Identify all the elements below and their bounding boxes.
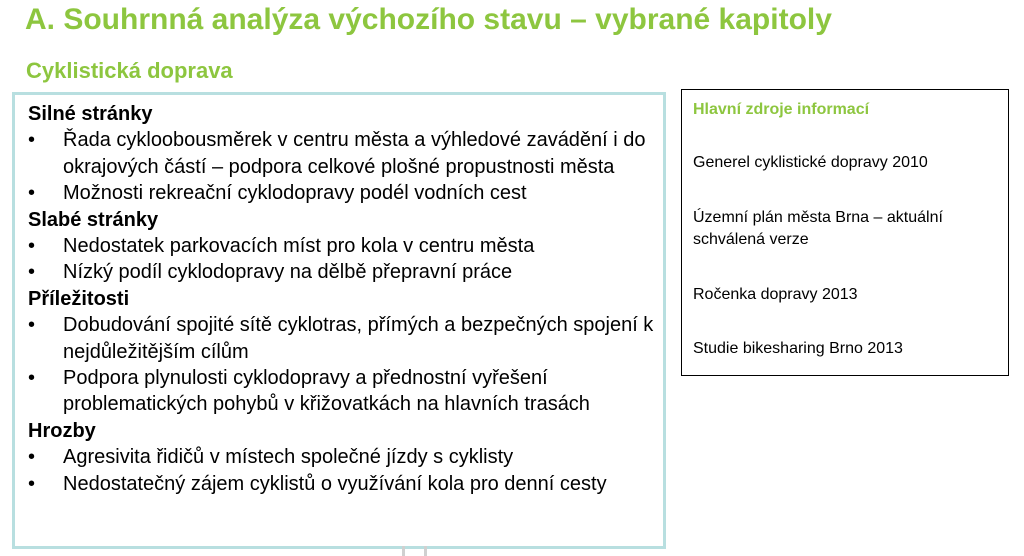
- source-item: Územní plán města Brna – aktuální schválená verze: [693, 209, 943, 248]
- list-item-text: Nízký podíl cyklodopravy na dělbě přepravní práce: [63, 261, 513, 284]
- connector-line-right: [424, 546, 427, 556]
- list-item-text: Dobudování spojité sítě cyklotras, přímých a bezpečných spojení k nejdůležitějším cílům: [63, 314, 654, 363]
- threats-list: [28, 444, 658, 497]
- strengths-heading: Silné stránky: [28, 103, 153, 125]
- list-item-text: Nedostatečný zájem cyklistů o využívání kola pro denní cesty: [63, 472, 607, 495]
- page-title: A. Souhrnná analýza výchozího stavu – vybrané kapitoly: [25, 3, 832, 36]
- sources-panel: [681, 89, 1009, 376]
- list-item: [28, 180, 658, 206]
- bullet-icon: •: [28, 314, 36, 337]
- source-item: Ročenka dopravy 2013: [693, 286, 858, 303]
- list-item: [28, 127, 658, 180]
- list-item: [28, 259, 658, 285]
- weaknesses-list: [28, 233, 658, 286]
- list-item: [28, 233, 658, 259]
- list-item-text: Agresivita řidičů v místech společné jízdy s cyklisty: [63, 446, 514, 469]
- bullet-icon: •: [28, 367, 36, 390]
- list-item-text: Nedostatek parkovacích míst pro kola v centru města: [63, 235, 535, 258]
- opportunities-list: [28, 312, 658, 418]
- source-item: Studie bikesharing Brno 2013: [693, 340, 903, 357]
- bullet-icon: •: [28, 446, 36, 469]
- sources-heading: Hlavní zdroje informací: [693, 101, 870, 118]
- list-item-text: Podpora plynulosti cyklodopravy a přednostní vyřešení problematických pohybů v křižovatkách na hlavních trasách: [63, 367, 590, 416]
- opportunities-heading: Příležitosti: [28, 287, 130, 310]
- section-subtitle: Cyklistická doprava: [26, 58, 233, 83]
- list-item: [28, 312, 658, 365]
- list-item: [28, 365, 658, 418]
- connector-line-left: [402, 546, 405, 556]
- bullet-icon: •: [28, 182, 36, 205]
- weaknesses-heading: Slabé stránky: [28, 208, 159, 231]
- strengths-list: [28, 127, 658, 206]
- bullet-icon: •: [28, 129, 36, 152]
- source-item: Generel cyklistické dopravy 2010: [693, 154, 928, 171]
- list-item: [28, 471, 658, 497]
- swot-panel: [12, 92, 666, 549]
- list-item-text: Řada cykloobousměrek v centru města a výhledové zavádění i do okrajových částí – podpora celkové plošné propustnosti města: [63, 129, 646, 178]
- list-item: [28, 444, 658, 470]
- bullet-icon: •: [28, 472, 36, 495]
- swot-content: [28, 101, 658, 497]
- bullet-icon: •: [28, 261, 36, 284]
- bullet-icon: •: [28, 235, 36, 258]
- list-item-text: Možnosti rekreační cyklodopravy podél vodních cest: [63, 182, 527, 205]
- threats-heading: Hrozby: [28, 419, 96, 442]
